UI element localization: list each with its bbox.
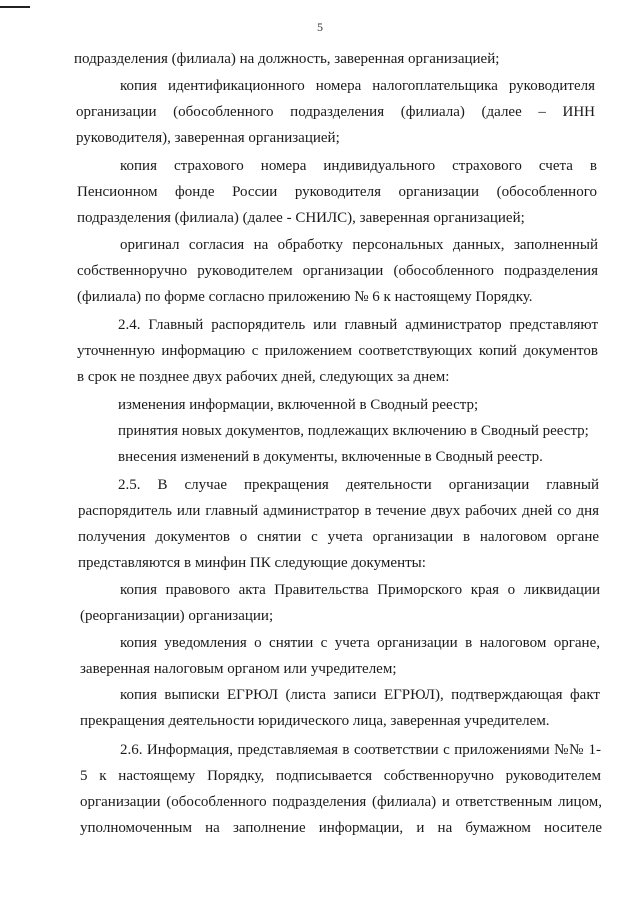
text-line: организации (обособленного подразделения (филиала) (далее – ИНН — [76, 104, 595, 120]
text-line: организации (обособленного подразделения (филиала) и ответственным лицом, — [80, 794, 602, 810]
text-line: копия идентификационного номера налогоплательщика руководителя — [120, 78, 595, 94]
text-line: руководителя), заверенная организацией; — [76, 130, 340, 146]
text-line: 2.6. Информация, представляемая в соответствии с приложениями №№ 1- — [120, 742, 601, 758]
text-line: представляются в минфин ПК следующие документы: — [78, 555, 426, 571]
text-line: копия выписки ЕГРЮЛ (листа записи ЕГРЮЛ), подтверждающая факт — [120, 687, 600, 703]
text-line: собственноручно руководителем организации (обособленного подразделения — [77, 263, 598, 279]
text-line: в срок не позднее двух рабочих дней, следующих за днем: — [77, 369, 450, 385]
text-line: внесения изменений в документы, включенные в Сводный реестр. — [118, 449, 543, 465]
text-line: уполномоченным на заполнение информации, и на бумажном носителе — [80, 820, 602, 836]
text-line: прекращения деятельности юридического лица, заверенная учредителем. — [80, 713, 550, 729]
scan-edge-mark — [0, 6, 30, 8]
text-line: подразделения (филиала) на должность, заверенная организацией; — [74, 51, 500, 67]
text-line: Пенсионном фонде России руководителя организации (обособленного — [77, 184, 597, 200]
text-line: получения документов о снятии с учета организации в налоговом органе — [78, 529, 599, 545]
text-line: 2.4. Главный распорядитель или главный администратор представляют — [118, 317, 598, 333]
text-line: принятия новых документов, подлежащих включению в Сводный реестр; — [118, 423, 589, 439]
text-line: оригинал согласия на обработку персональных данных, заполненный — [120, 237, 598, 253]
text-line: копия страхового номера индивидуального страхового счета в — [120, 158, 597, 174]
page-number: 5 — [317, 20, 323, 34]
text-line: распорядитель или главный администратор в течение двух рабочих дней со дня — [78, 503, 599, 519]
text-line: 2.5. В случае прекращения деятельности организации главный — [118, 477, 599, 493]
text-line: уточненную информацию с приложением соответствующих копий документов — [77, 343, 598, 359]
text-line: 5 к настоящему Порядку, подписывается собственноручно руководителем — [80, 768, 601, 784]
text-line: подразделения (филиала) (далее - СНИЛС), заверенная организацией; — [77, 210, 525, 226]
text-line: копия уведомления о снятии с учета организации в налоговом органе, — [120, 635, 600, 651]
text-line: (реорганизации) организации; — [80, 608, 274, 624]
text-line: заверенная налоговым органом или учредителем; — [80, 661, 397, 677]
text-line: изменения информации, включенной в Сводный реестр; — [118, 397, 479, 413]
text-line: (филиала) по форме согласно приложению № 6 к настоящему Порядку. — [77, 289, 533, 305]
text-line: копия правового акта Правительства Приморского края о ликвидации — [120, 582, 600, 598]
